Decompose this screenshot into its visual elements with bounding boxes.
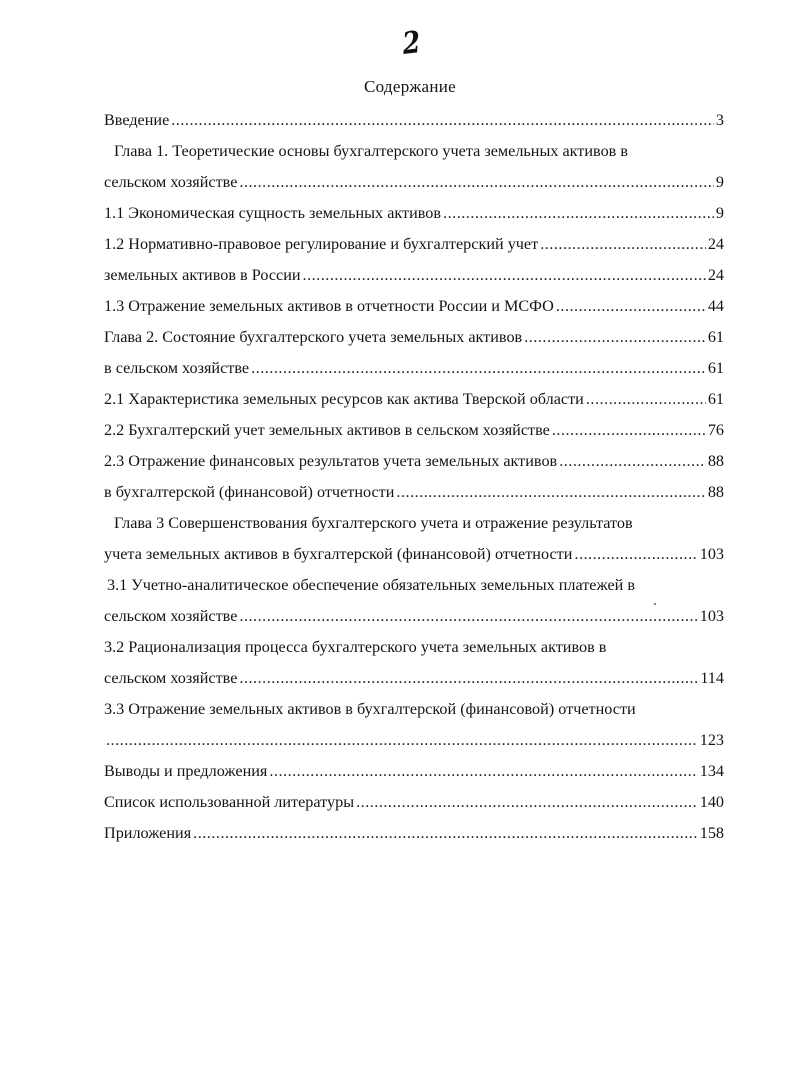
toc-entry-text: Выводы и предложения [104,762,268,780]
toc-leader-dots [556,293,706,319]
toc-page-number: 61 [707,359,724,377]
toc-page-number: 103 [699,545,724,563]
toc-page-number: 88 [707,452,724,470]
toc-page-number: 140 [699,793,724,811]
toc-leader-dots [251,355,706,381]
table-of-contents [104,107,724,851]
toc-entry-text: 3.3 Отражение земельных активов в бухгалтерской (финансовой) отчетности [104,700,636,718]
toc-page-number: 61 [707,390,724,408]
toc-entry-text: Глава 1. Теоретические основы бухгалтерского учета земельных активов в [114,142,628,160]
toc-row-section-1-1[interactable] [104,200,724,231]
toc-row-section-3-2-line1[interactable] [104,634,724,665]
toc-leader-dots [269,758,697,784]
toc-entry-text: 1.2 Нормативно-правовое регулирование и бухгалтерский учет [104,235,539,253]
toc-leader-dots [524,324,706,350]
toc-leader-dots [586,386,706,412]
toc-row-section-3-1-line2[interactable] [104,603,724,634]
toc-leader-dots [574,541,697,567]
toc-row-introduction[interactable] [104,107,724,138]
toc-row-chapter1-line2[interactable] [104,169,724,200]
toc-row-section-3-2-line2[interactable] [104,665,724,696]
toc-entry-text: Введение [104,111,170,129]
toc-row-chapter3-line2[interactable] [104,541,724,572]
toc-page-number: 88 [707,483,724,501]
toc-row-section-2-1[interactable] [104,386,724,417]
scan-speck [654,603,656,605]
toc-leader-dots [239,603,697,629]
toc-leader-dots [239,665,698,691]
toc-page-number: 114 [700,669,724,687]
toc-entry-text: Приложения [104,824,192,842]
toc-row-chapter2-line2[interactable] [104,355,724,386]
toc-leader-dots [396,479,705,505]
toc-entry-text: 1.1 Экономическая сущность земельных активов [104,204,442,222]
toc-row-section-2-3-line1[interactable] [104,448,724,479]
toc-entry-text: сельском хозяйстве [104,669,238,687]
toc-page-number: 9 [715,173,724,191]
toc-entry-text: Глава 3 Совершенствования бухгалтерского учета и отражение результатов [114,514,633,532]
toc-row-section-1-3[interactable] [104,293,724,324]
toc-row-section-3-3-line2[interactable] [104,727,724,758]
toc-entry-text: 2.3 Отражение финансовых результатов учета земельных активов [104,452,558,470]
toc-row-section-2-3-line2[interactable] [104,479,724,510]
toc-page-number: 76 [707,421,724,439]
toc-row-section-3-3-line1[interactable] [104,696,724,727]
toc-leader-dots [356,789,698,815]
toc-row-section-1-2-line1[interactable] [104,231,724,262]
handwritten-page-number: 2 [401,25,422,62]
toc-entry-text: сельском хозяйстве [104,173,238,191]
toc-row-section-1-2-line2[interactable] [104,262,724,293]
toc-entry-text: 3.2 Рационализация процесса бухгалтерского учета земельных активов в [104,638,607,656]
toc-entry-text: 3.1 Учетно-аналитическое обеспечение обязательных земельных платежей в [107,576,635,594]
toc-leader-dots [239,169,714,195]
toc-row-chapter2-line1[interactable] [104,324,724,355]
toc-page-number: 158 [699,824,724,842]
toc-entry-text: Глава 2. Состояние бухгалтерского учета земельных активов [104,328,523,346]
toc-page-number: 9 [715,204,724,222]
toc-leader-dots [171,107,714,133]
toc-entry-text: в сельском хозяйстве [104,359,250,377]
toc-row-references[interactable] [104,789,724,820]
toc-entry-text: 2.1 Характеристика земельных ресурсов как актива Тверской области [104,390,584,408]
toc-entry-text: 1.3 Отражение земельных активов в отчетности России и МСФО [104,297,554,315]
toc-leader-dots [106,727,698,753]
toc-page-number: 24 [707,266,724,284]
toc-row-chapter1-line1[interactable] [104,138,724,169]
toc-page-number: 123 [699,731,724,749]
toc-entry-text: 2.2 Бухгалтерский учет земельных активов в сельском хозяйстве [104,421,550,439]
toc-leader-dots [559,448,706,474]
toc-page-number: 44 [707,297,724,315]
toc-page-number: 61 [707,328,724,346]
toc-page-number: 24 [707,235,724,253]
toc-entry-text: земельных активов в России [104,266,301,284]
toc-entry-text: учета земельных активов в бухгалтерской (финансовой) отчетности [104,545,573,563]
toc-leader-dots [552,417,706,443]
toc-leader-dots [193,820,698,846]
toc-leader-dots [303,262,706,288]
toc-row-section-2-2[interactable] [104,417,724,448]
toc-row-chapter3-line1[interactable] [104,510,724,541]
toc-entry-text: сельском хозяйстве [104,607,238,625]
toc-entry-text: Список использованной литературы [104,793,355,811]
toc-entry-text: в бухгалтерской (финансовой) отчетности [104,483,395,501]
toc-row-section-3-1-line1[interactable] [104,572,724,603]
toc-title: Содержание [363,77,457,96]
toc-leader-dots [443,200,714,226]
toc-row-conclusions[interactable] [104,758,724,789]
toc-leader-dots [540,231,706,257]
toc-page-number: 3 [715,111,724,129]
toc-page-number: 134 [699,762,724,780]
toc-page-number: 103 [699,607,724,625]
toc-row-appendices[interactable] [104,820,724,851]
